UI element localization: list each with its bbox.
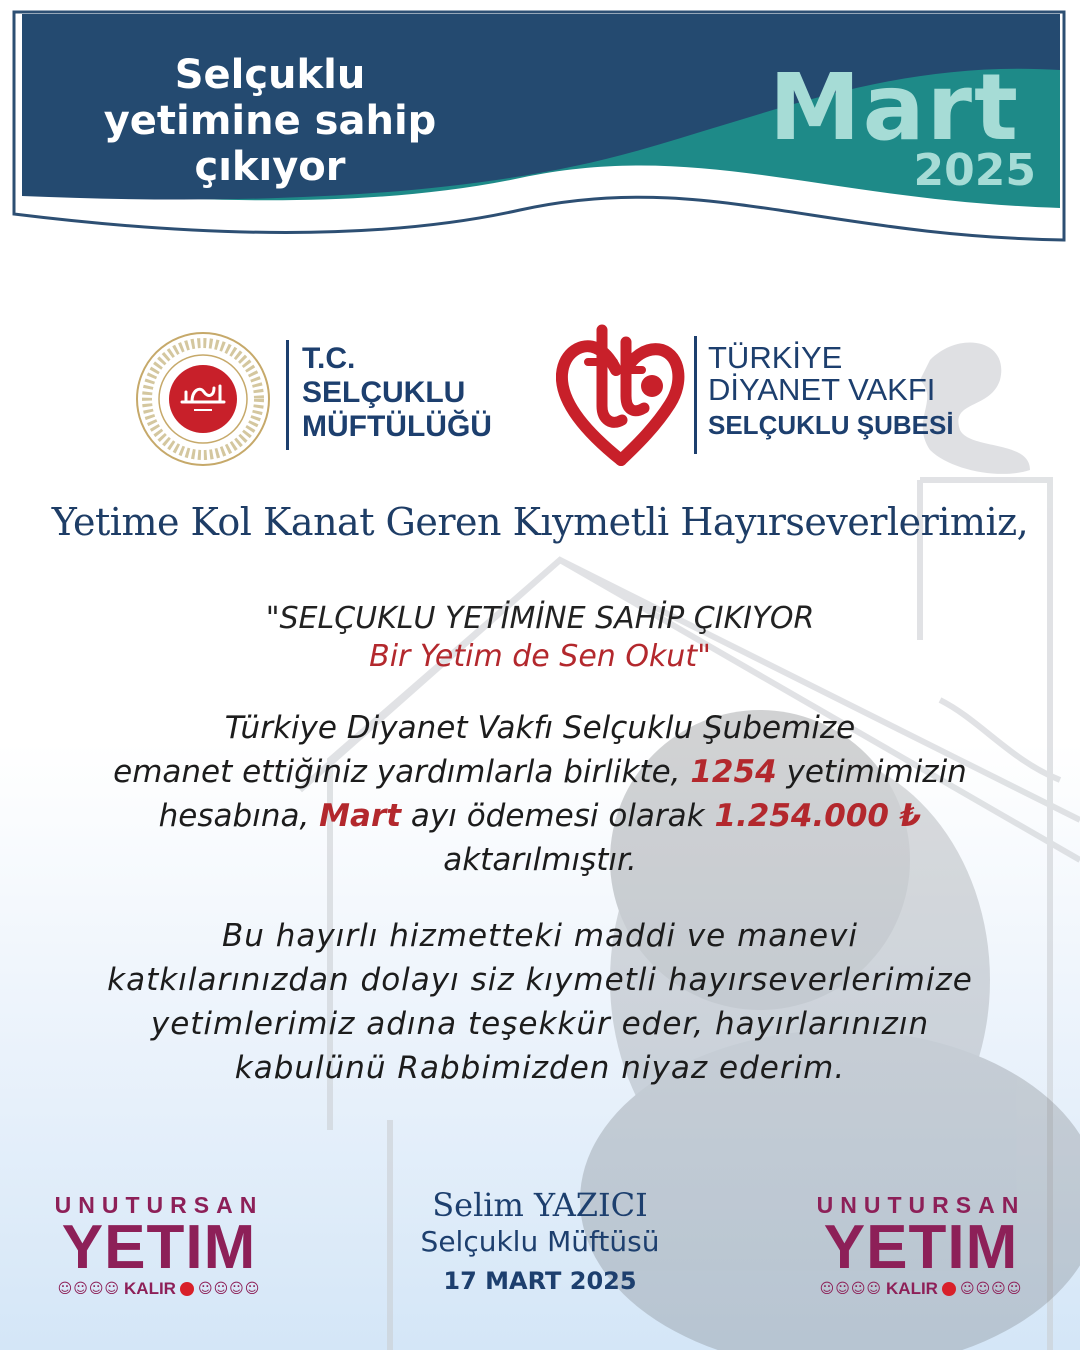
brand-bottom-row: [796, 1278, 1046, 1300]
logo-row: [0, 320, 1080, 470]
orphan-count: 1254: [690, 754, 777, 790]
tdv-line-3: SELÇUKLU ŞUBESİ: [708, 410, 954, 440]
thanks-line-4: kabulünü Rabbimizden niyaz ederim.: [234, 1050, 846, 1086]
thanks-paragraph: [0, 914, 1080, 1090]
children-icon: ☺☺☺☺: [959, 1281, 1023, 1297]
unutursan-yetim-logo-left: [34, 1192, 284, 1302]
payment-line-4: aktarılmıştır.: [443, 842, 637, 878]
tdv-heart-icon: [556, 322, 686, 467]
greeting-heading: Yetime Kol Kanat Geren Kıymetli Hayırseverlerimiz,: [51, 500, 1029, 544]
payment-paragraph: [0, 706, 1080, 882]
tdv-divider: [694, 336, 697, 454]
year-label: 2025: [913, 145, 1036, 196]
mufti-line-3: MÜFTÜLÜĞÜ: [302, 410, 492, 443]
thanks-line-2: katkılarınızdan dolayı siz kıymetli hayırseverlerimize: [107, 962, 973, 998]
payment-line-3: [0, 794, 1080, 838]
children-icon: ☺☺☺☺: [57, 1281, 121, 1297]
payment-line-1: Türkiye Diyanet Vakfı Selçuklu Şubemize: [224, 710, 856, 746]
payment-line-2-a: emanet ettiğiniz yardımlarla birlikte,: [113, 754, 691, 790]
mufti-line-2: SELÇUKLU: [302, 376, 466, 409]
tdv-line-1: TÜRKİYE: [708, 340, 843, 375]
signature-date: 17 MART 2025: [443, 1267, 637, 1295]
thanks-line-3: yetimlerimiz adına teşekkür eder, hayırlarınızın: [150, 1006, 930, 1042]
unutursan-yetim-logo-right: [796, 1192, 1046, 1302]
signer-name: Selim YAZICI: [432, 1186, 648, 1224]
payment-line-2-b: yetimimizin: [776, 754, 967, 790]
payment-line-3-a: hesabına,: [158, 798, 320, 834]
month-label: Mart: [769, 54, 1020, 161]
diyanet-seal-icon: [134, 330, 272, 468]
campaign-slogan: [0, 600, 1080, 676]
thanks-line-1: Bu hayırlı hizmetteki maddi ve manevi: [222, 918, 858, 954]
signature-block: [340, 1186, 740, 1302]
children-icon: ☺☺☺☺: [819, 1281, 883, 1297]
campaign-line-2: Bir Yetim de Sen Okut": [369, 639, 711, 674]
mufti-divider: [286, 340, 289, 450]
brand-bottom-row: [34, 1278, 284, 1300]
mufti-line-1: T.C.: [302, 342, 356, 375]
payment-line-3-b: ayı ödemesi olarak: [401, 798, 715, 834]
banner-title-line-3: çıkıyor: [194, 144, 346, 190]
banner-title: [60, 52, 480, 190]
tdv-line-2: DİYANET VAKFI: [708, 372, 936, 407]
banner-title-line-1: Selçuklu: [174, 52, 366, 98]
banner-title-line-2: yetimine sahip: [103, 98, 437, 144]
campaign-line-1: "SELÇUKLU YETİMİNE SAHİP ÇIKIYOR: [265, 601, 815, 636]
red-dot-icon: [180, 1282, 194, 1296]
tdv-logo-text: [708, 342, 954, 444]
brand-top-text: UNUTURSAN: [54, 1192, 264, 1218]
children-icon: ☺☺☺☺: [197, 1281, 261, 1297]
mufti-logo-text: [302, 342, 492, 444]
brand-top-text: UNUTURSAN: [816, 1192, 1026, 1218]
payment-amount: 1.254.000 ₺: [714, 798, 922, 834]
signer-role: Selçuklu Müftüsü: [420, 1225, 660, 1258]
brand-bottom-text: KALIR: [124, 1279, 176, 1298]
payment-month: Mart: [319, 798, 402, 834]
brand-main-text: YETIM: [823, 1213, 1019, 1282]
red-dot-icon: [942, 1282, 956, 1296]
payment-line-2: [0, 750, 1080, 794]
brand-bottom-text: KALIR: [886, 1279, 938, 1298]
brand-main-text: YETIM: [61, 1213, 257, 1282]
